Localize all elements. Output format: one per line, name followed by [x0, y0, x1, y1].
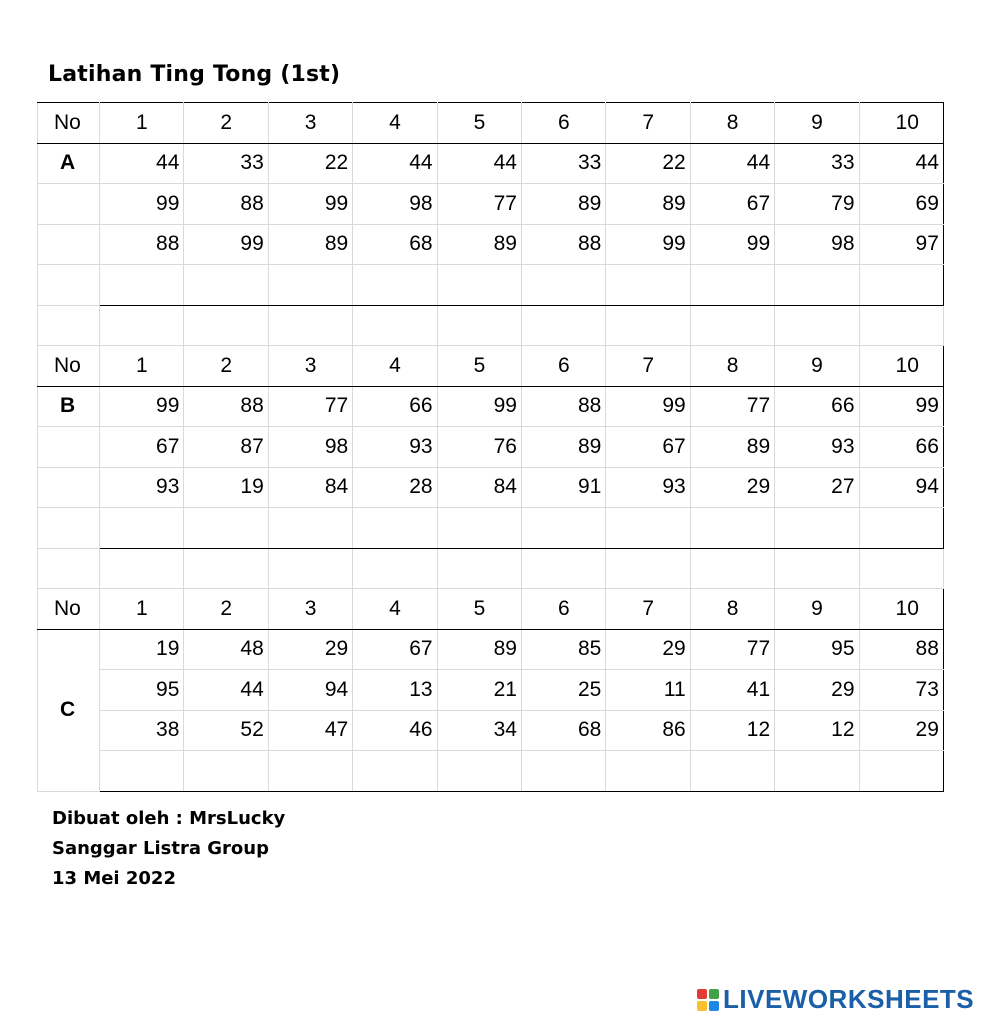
empty-cell: [690, 305, 774, 346]
number-cell: 27: [775, 467, 859, 508]
number-cell: 99: [859, 386, 943, 427]
credits: [52, 804, 285, 894]
column-number: 10: [859, 589, 943, 630]
answer-field[interactable]: [859, 508, 943, 549]
answer-field[interactable]: [353, 508, 437, 549]
column-number: 8: [690, 103, 774, 144]
answer-field[interactable]: [775, 751, 859, 792]
number-cell: 46: [353, 710, 437, 751]
table-row: [38, 467, 944, 508]
number-cell: 88: [100, 224, 184, 265]
number-cell: 91: [521, 467, 605, 508]
worksheet-title: Latihan Ting Tong (1st): [48, 62, 341, 87]
answer-field[interactable]: [437, 508, 521, 549]
number-cell: 99: [437, 386, 521, 427]
number-cell: 66: [353, 386, 437, 427]
number-cell: 98: [268, 427, 352, 468]
column-number: 1: [100, 103, 184, 144]
number-cell: 89: [521, 427, 605, 468]
author-line: Dibuat oleh : MrsLucky: [52, 808, 286, 829]
table-row: [38, 427, 944, 468]
logo-icon: [697, 989, 719, 1011]
column-number: 5: [437, 103, 521, 144]
empty-cell: [38, 305, 100, 346]
number-cell: 52: [184, 710, 268, 751]
number-cell: 89: [521, 184, 605, 225]
no-header: No: [38, 346, 100, 387]
column-number: 7: [606, 346, 690, 387]
number-cell: 66: [775, 386, 859, 427]
number-cell: 44: [353, 143, 437, 184]
number-cell: 89: [690, 427, 774, 468]
number-cell: 89: [268, 224, 352, 265]
row-label: A: [38, 143, 100, 184]
empty-cell: [100, 305, 184, 346]
empty-cell: [38, 548, 100, 589]
empty-cell: [184, 548, 268, 589]
number-cell: 77: [268, 386, 352, 427]
number-cell: 13: [353, 670, 437, 711]
number-cell: 29: [775, 670, 859, 711]
number-cell: 67: [690, 184, 774, 225]
column-number: 8: [690, 589, 774, 630]
number-cell: 99: [184, 224, 268, 265]
column-number: 5: [437, 589, 521, 630]
answer-field[interactable]: [437, 265, 521, 306]
answer-field[interactable]: [184, 508, 268, 549]
label-cell: [38, 184, 100, 225]
answer-field[interactable]: [437, 751, 521, 792]
column-number: 6: [521, 103, 605, 144]
date-line: 13 Mei 2022: [52, 868, 176, 889]
number-cell: 22: [268, 143, 352, 184]
number-cell: 76: [437, 427, 521, 468]
empty-cell: [184, 305, 268, 346]
number-cell: 67: [100, 427, 184, 468]
answer-field[interactable]: [100, 265, 184, 306]
group-line: Sanggar Listra Group: [52, 838, 269, 859]
answer-field[interactable]: [690, 751, 774, 792]
number-cell: 93: [606, 467, 690, 508]
number-cell: 95: [100, 670, 184, 711]
column-number: 3: [268, 346, 352, 387]
column-number: 4: [353, 103, 437, 144]
table-row: [38, 224, 944, 265]
empty-cell: [690, 548, 774, 589]
column-number: 10: [859, 103, 943, 144]
number-cell: 99: [606, 386, 690, 427]
number-cell: 41: [690, 670, 774, 711]
number-cell: 29: [690, 467, 774, 508]
column-number: 1: [100, 346, 184, 387]
header-row: [38, 103, 944, 144]
table-row: [38, 386, 944, 427]
answer-field[interactable]: [268, 265, 352, 306]
column-number: 6: [521, 346, 605, 387]
number-cell: 68: [353, 224, 437, 265]
number-cell: 19: [184, 467, 268, 508]
number-cell: 28: [353, 467, 437, 508]
answer-field[interactable]: [859, 751, 943, 792]
number-cell: 88: [521, 224, 605, 265]
number-cell: 94: [268, 670, 352, 711]
answer-field[interactable]: [521, 751, 605, 792]
empty-cell: [859, 305, 943, 346]
number-cell: 29: [268, 629, 352, 670]
number-cell: 44: [184, 670, 268, 711]
column-number: 3: [268, 589, 352, 630]
answer-field[interactable]: [606, 265, 690, 306]
column-number: 2: [184, 346, 268, 387]
number-cell: 87: [184, 427, 268, 468]
header-row: [38, 589, 944, 630]
empty-cell: [353, 548, 437, 589]
column-number: 9: [775, 103, 859, 144]
column-number: 10: [859, 346, 943, 387]
column-number: 2: [184, 103, 268, 144]
column-number: 6: [521, 589, 605, 630]
number-cell: 94: [859, 467, 943, 508]
number-cell: 98: [775, 224, 859, 265]
column-number: 9: [775, 589, 859, 630]
spacer-row: [38, 548, 944, 589]
spacer-row: [38, 305, 944, 346]
number-cell: 44: [690, 143, 774, 184]
liveworksheets-logo: [697, 984, 974, 1015]
no-header: No: [38, 589, 100, 630]
column-number: 4: [353, 346, 437, 387]
column-number: 8: [690, 346, 774, 387]
number-cell: 97: [859, 224, 943, 265]
number-cell: 88: [859, 629, 943, 670]
exercise-table: [37, 102, 944, 792]
empty-cell: [100, 548, 184, 589]
column-number: 3: [268, 103, 352, 144]
empty-cell: [606, 548, 690, 589]
number-cell: 86: [606, 710, 690, 751]
empty-cell: [859, 548, 943, 589]
number-cell: 67: [353, 629, 437, 670]
column-number: 5: [437, 346, 521, 387]
number-cell: 44: [437, 143, 521, 184]
logo-text: LIVEWORKSHEETS: [723, 984, 975, 1014]
number-cell: 93: [100, 467, 184, 508]
answer-field[interactable]: [521, 265, 605, 306]
empty-cell: [521, 548, 605, 589]
number-cell: 68: [521, 710, 605, 751]
column-number: 2: [184, 589, 268, 630]
number-cell: 93: [353, 427, 437, 468]
empty-cell: [521, 305, 605, 346]
number-cell: 21: [437, 670, 521, 711]
number-cell: 98: [353, 184, 437, 225]
label-cell: [38, 467, 100, 508]
answer-field[interactable]: [690, 265, 774, 306]
number-cell: 77: [690, 386, 774, 427]
number-cell: 77: [437, 184, 521, 225]
number-cell: 88: [521, 386, 605, 427]
number-cell: 33: [775, 143, 859, 184]
number-cell: 84: [437, 467, 521, 508]
answer-field[interactable]: [268, 751, 352, 792]
empty-cell: [353, 305, 437, 346]
no-header: No: [38, 103, 100, 144]
empty-cell: [775, 548, 859, 589]
number-cell: 99: [100, 184, 184, 225]
answer-field[interactable]: [100, 508, 184, 549]
answer-field[interactable]: [606, 508, 690, 549]
answer-row[interactable]: [38, 751, 944, 792]
number-cell: 69: [859, 184, 943, 225]
row-label: B: [38, 386, 100, 427]
empty-cell: [606, 305, 690, 346]
answer-field[interactable]: [859, 265, 943, 306]
number-cell: 38: [100, 710, 184, 751]
label-cell: [38, 508, 100, 549]
answer-row[interactable]: [38, 265, 944, 306]
table-row: [38, 710, 944, 751]
number-cell: 79: [775, 184, 859, 225]
empty-cell: [775, 305, 859, 346]
number-cell: 77: [690, 629, 774, 670]
number-cell: 12: [775, 710, 859, 751]
column-number: 7: [606, 589, 690, 630]
answer-row[interactable]: [38, 508, 944, 549]
number-cell: 34: [437, 710, 521, 751]
number-cell: 67: [606, 427, 690, 468]
number-cell: 33: [184, 143, 268, 184]
number-cell: 29: [859, 710, 943, 751]
table-row: [38, 670, 944, 711]
table-row: [38, 629, 944, 670]
number-cell: 44: [100, 143, 184, 184]
number-cell: 47: [268, 710, 352, 751]
number-cell: 89: [606, 184, 690, 225]
column-number: 4: [353, 589, 437, 630]
number-cell: 19: [100, 629, 184, 670]
table-row: [38, 143, 944, 184]
answer-field[interactable]: [521, 508, 605, 549]
number-cell: 99: [100, 386, 184, 427]
number-cell: 89: [437, 629, 521, 670]
number-cell: 48: [184, 629, 268, 670]
column-number: 7: [606, 103, 690, 144]
column-number: 9: [775, 346, 859, 387]
number-cell: 44: [859, 143, 943, 184]
number-cell: 93: [775, 427, 859, 468]
label-cell: [38, 427, 100, 468]
answer-field[interactable]: [184, 265, 268, 306]
header-row: [38, 346, 944, 387]
number-cell: 11: [606, 670, 690, 711]
number-cell: 12: [690, 710, 774, 751]
answer-field[interactable]: [100, 751, 184, 792]
answer-field[interactable]: [690, 508, 774, 549]
empty-cell: [437, 548, 521, 589]
answer-field[interactable]: [775, 265, 859, 306]
answer-field[interactable]: [184, 751, 268, 792]
empty-cell: [268, 305, 352, 346]
answer-field[interactable]: [353, 751, 437, 792]
number-cell: 99: [606, 224, 690, 265]
table-row: [38, 184, 944, 225]
number-cell: 85: [521, 629, 605, 670]
number-cell: 99: [690, 224, 774, 265]
number-cell: 33: [521, 143, 605, 184]
number-cell: 25: [521, 670, 605, 711]
number-cell: 89: [437, 224, 521, 265]
number-cell: 88: [184, 184, 268, 225]
number-cell: 95: [775, 629, 859, 670]
column-number: 1: [100, 589, 184, 630]
label-cell: [38, 265, 100, 306]
label-cell: [38, 224, 100, 265]
empty-cell: [268, 548, 352, 589]
number-cell: 84: [268, 467, 352, 508]
number-cell: 99: [268, 184, 352, 225]
answer-field[interactable]: [353, 265, 437, 306]
number-cell: 88: [184, 386, 268, 427]
answer-field[interactable]: [775, 508, 859, 549]
row-label: C: [38, 629, 100, 791]
number-cell: 29: [606, 629, 690, 670]
answer-field[interactable]: [606, 751, 690, 792]
answer-field[interactable]: [268, 508, 352, 549]
number-cell: 73: [859, 670, 943, 711]
number-cell: 66: [859, 427, 943, 468]
number-cell: 22: [606, 143, 690, 184]
empty-cell: [437, 305, 521, 346]
